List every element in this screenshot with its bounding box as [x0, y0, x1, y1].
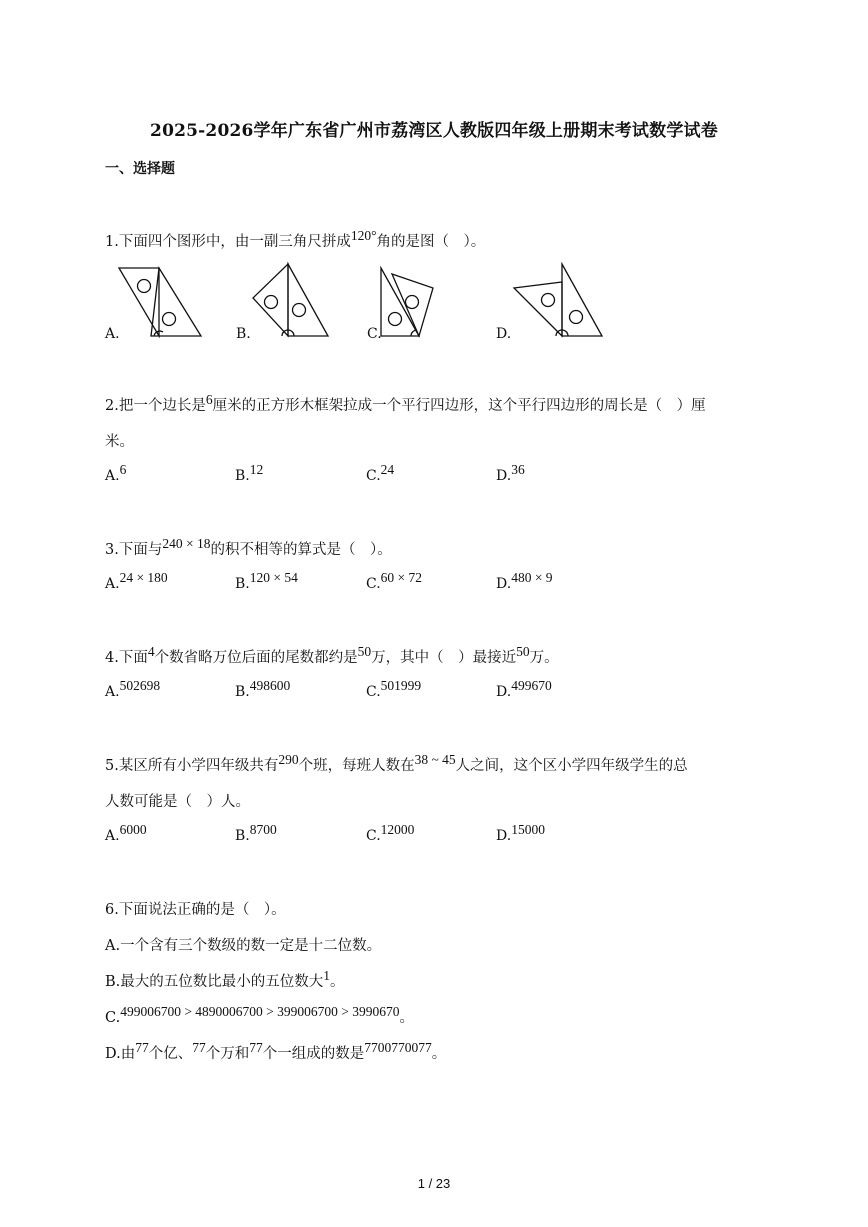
question-3-options	[105, 570, 805, 598]
figure-c-drawing	[367, 262, 477, 344]
question-2-option-a[interactable]: A.6	[105, 462, 127, 484]
question-6-option-a[interactable]: A.一个含有三个数级的数一定是十二位数。	[105, 938, 382, 954]
question-6-option-b[interactable]: B.最大的五位数比最小的五位数大1。	[105, 968, 345, 990]
question-3-stem: 3.下面与240 × 18的积不相等的算式是（ ）。	[105, 536, 392, 558]
question-5-option-a[interactable]: A.6000	[105, 822, 147, 844]
question-5-stem-line1: 5.某区所有小学四年级共有290个班，每班人数在38 ~ 45人之间，这个区小学四年级学生的总	[105, 752, 688, 774]
question-2-option-c[interactable]: C.24	[366, 462, 395, 484]
question-4-option-b[interactable]: B.498600	[235, 678, 291, 700]
question-2-stem-line1: 2.把一个边长是6厘米的正方形木框架拉成一个平行四边形，这个平行四边形的周长是（ ）厘	[105, 392, 706, 414]
figure-b[interactable]	[236, 262, 346, 344]
question-2-options	[105, 462, 805, 490]
figure-d-drawing	[496, 262, 626, 344]
question-6-option-d[interactable]: D.由77个亿、77个万和77个一组成的数是7700770077。	[105, 1040, 447, 1062]
question-3-option-a[interactable]: A.24 × 180	[105, 570, 168, 592]
figure-d[interactable]	[496, 262, 606, 344]
question-6-stem: 6.下面说法正确的是（ ）。	[105, 902, 286, 918]
question-2-stem-line2: 米。	[105, 434, 134, 450]
figure-b-label: B.	[236, 326, 251, 342]
page-number: 1 / 23	[417, 1176, 451, 1191]
figure-b-drawing	[236, 262, 346, 344]
question-3-option-d[interactable]: D.480 × 9	[496, 570, 553, 592]
section-heading: 一、选择题	[105, 161, 175, 177]
question-5-option-b[interactable]: B.8700	[235, 822, 277, 844]
question-2-option-d[interactable]: D.36	[496, 462, 525, 484]
angle-value: 120°	[350, 228, 377, 243]
question-4-options	[105, 678, 805, 706]
figure-a-label: A.	[105, 326, 120, 342]
question-5-option-c[interactable]: C.12000	[366, 822, 415, 844]
question-5-option-d[interactable]: D.15000	[496, 822, 545, 844]
question-3-option-b[interactable]: B.120 × 54	[235, 570, 298, 592]
question-5-options	[105, 822, 805, 850]
question-6-option-c[interactable]: C.499006700 > 4890006700 > 399006700 > 3990670。	[105, 1004, 415, 1026]
exam-title: 2025-2026学年广东省广州市荔湾区人教版四年级上册期末考试数学试卷	[150, 121, 718, 141]
question-4-option-a[interactable]: A.502698	[105, 678, 161, 700]
question-4-option-c[interactable]: C.501999	[366, 678, 422, 700]
question-3-option-c[interactable]: C.60 × 72	[366, 570, 423, 592]
question-4-option-d[interactable]: D.499670	[496, 678, 552, 700]
question-5-stem-line2: 人数可能是（ ）人。	[105, 794, 250, 810]
question-2-option-b[interactable]: B.12	[235, 462, 264, 484]
figure-c[interactable]	[367, 262, 477, 344]
figure-c-label: C.	[367, 326, 382, 342]
question-1-figures	[105, 262, 625, 344]
question-1-stem: 1.下面四个图形中，由一副三角尺拼成120°角的是图（ ）。	[105, 228, 486, 250]
figure-a-drawing	[105, 262, 215, 344]
figure-a[interactable]	[105, 262, 215, 344]
figure-d-label: D.	[496, 326, 512, 342]
question-4-stem: 4.下面4个数省略万位后面的尾数都约是50万，其中（ ）最接近50万。	[105, 644, 559, 666]
